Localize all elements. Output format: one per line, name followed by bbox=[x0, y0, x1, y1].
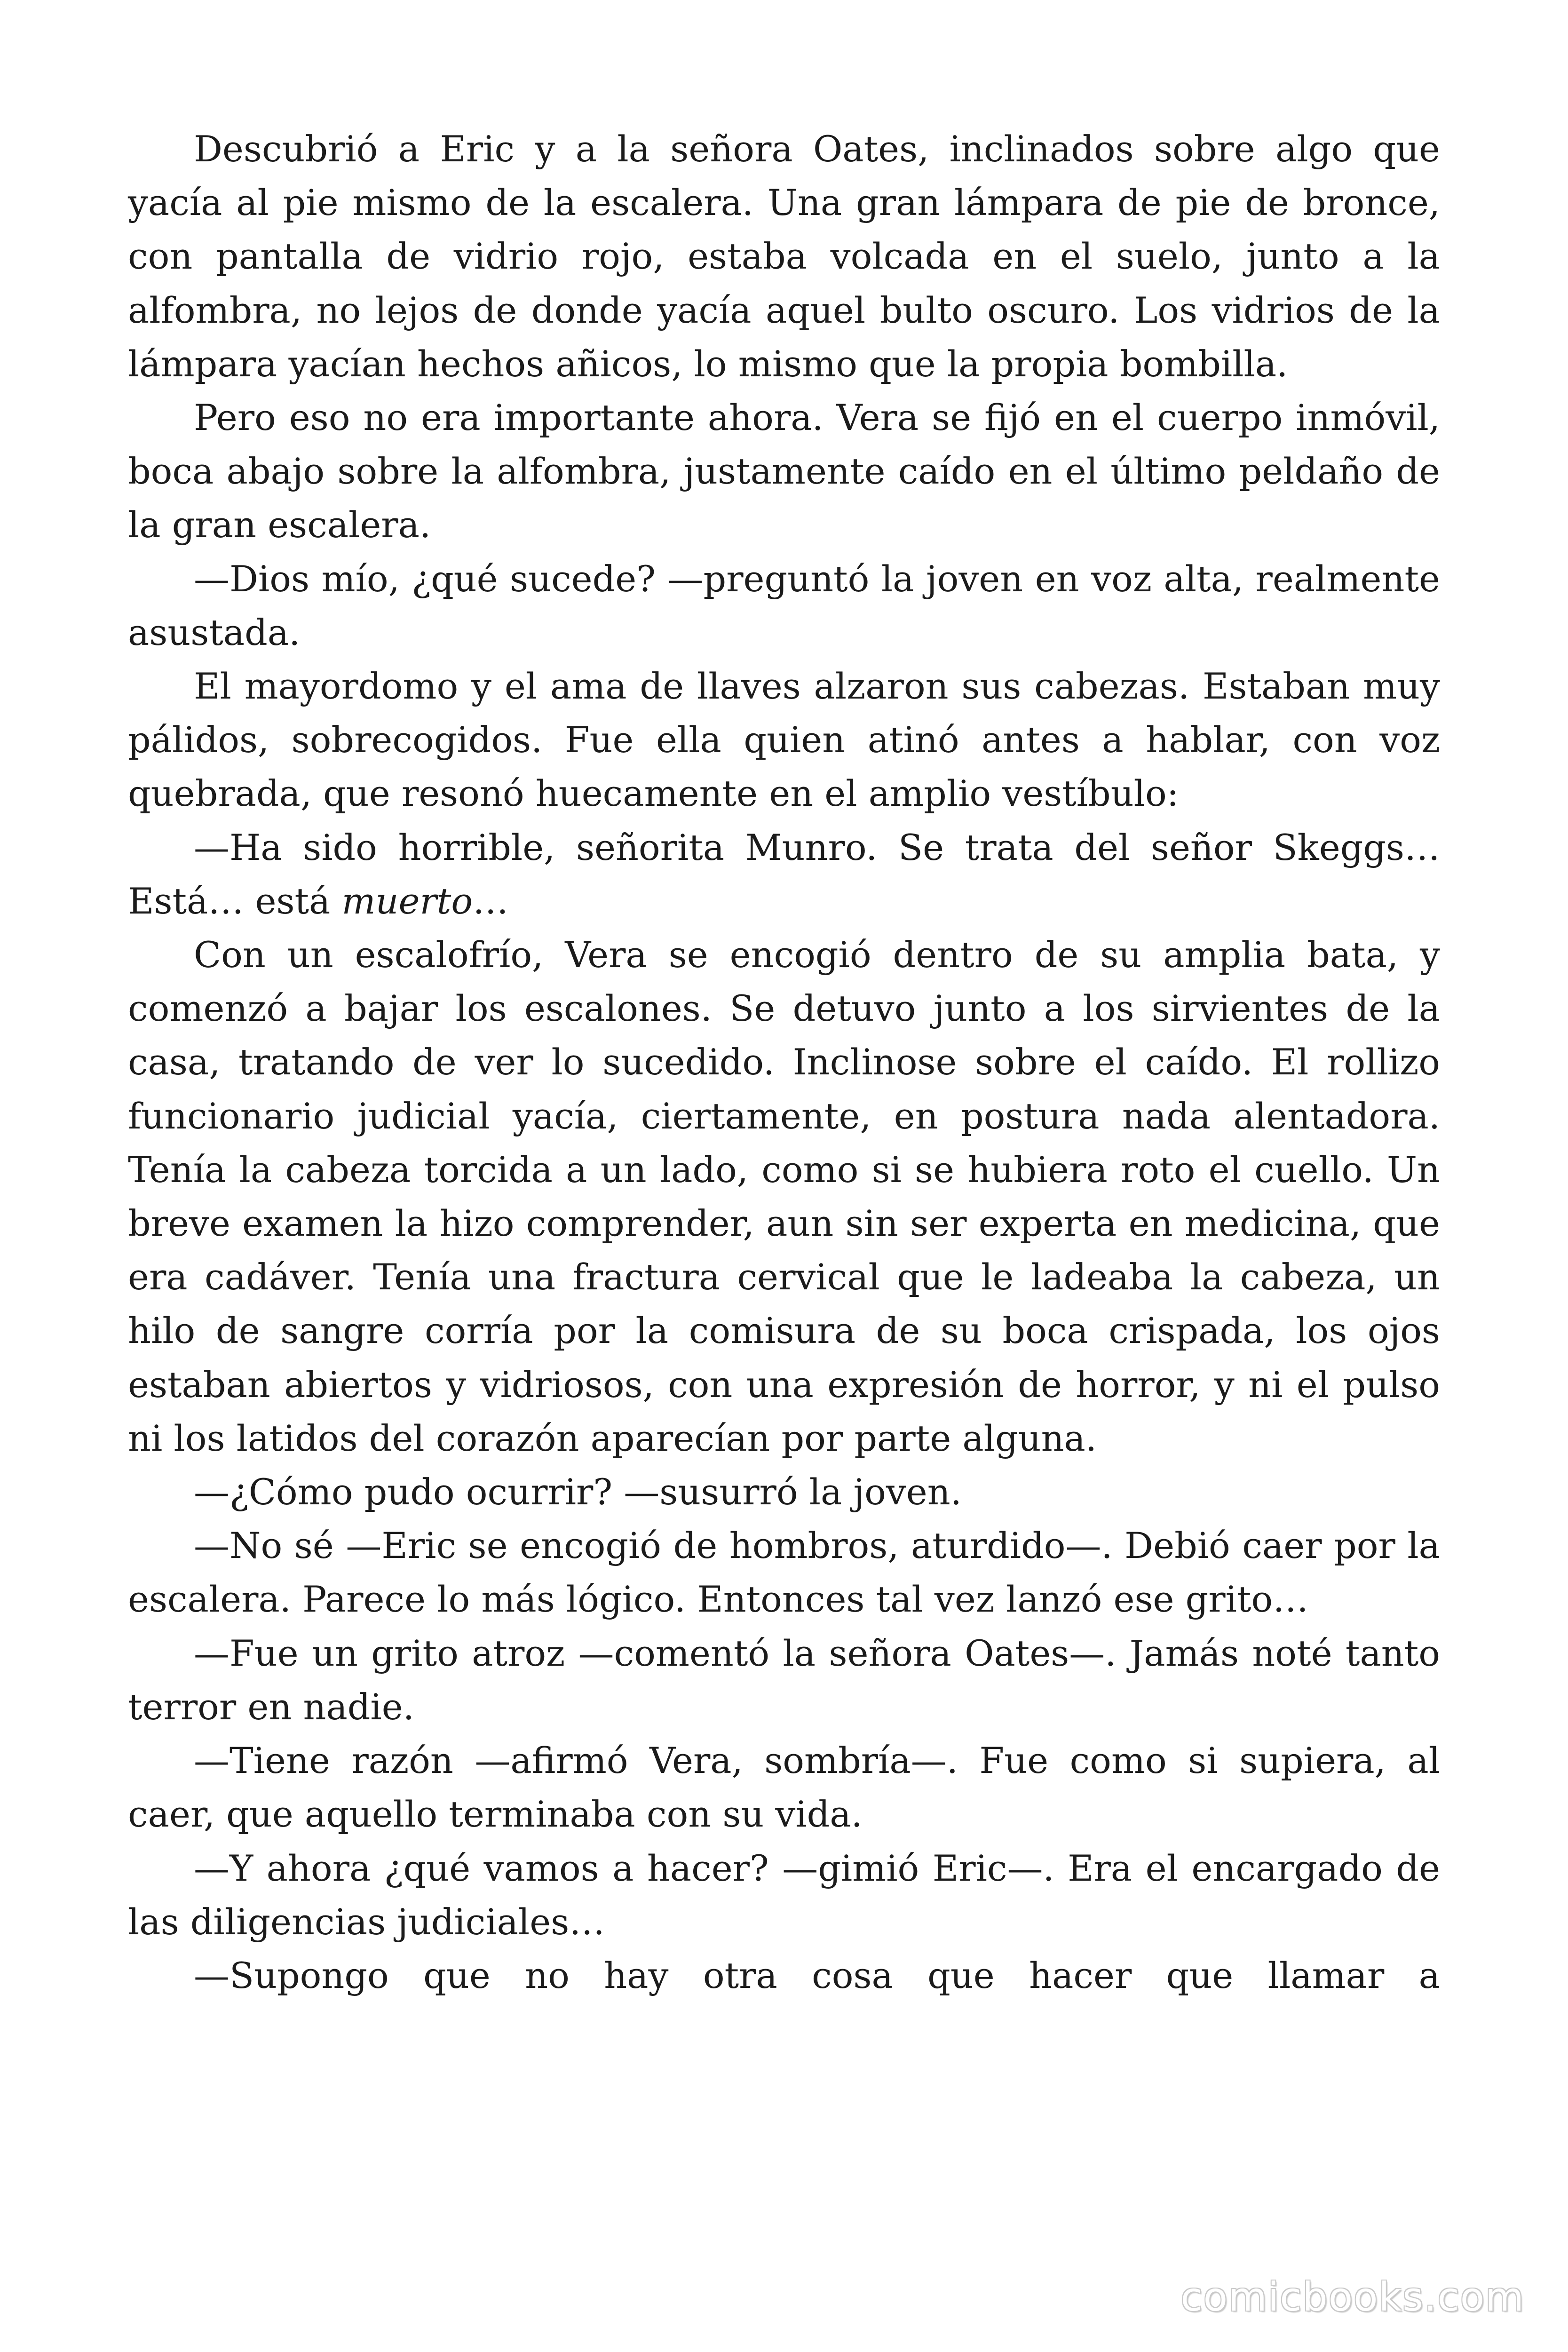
paragraph: —No sé —Eric se encogió de hombros, aturdido—. Debió caer por la escalera. Parece lo más lógico. Entonces tal vez lanzó ese grito… bbox=[128, 1525, 1440, 1621]
paragraph: —¿Cómo pudo ocurrir? —susurró la joven. bbox=[194, 1471, 962, 1513]
paragraph: —Y ahora ¿qué vamos a hacer? —gimió Eric—. Era el encargado de las diligencias judiciales… bbox=[128, 1847, 1440, 1943]
book-page-text bbox=[128, 122, 1440, 2002]
paragraph: Descubrió a Eric y a la señora Oates, inclinados sobre algo que yacía al pie mismo de la escalera. Una gran lámpara de pie de bronce, con pantalla de vidrio rojo, estaba volcada en el suelo, junto a la alfombra, no lejos de donde yacía aquel bulto oscuro. Los vidrios de la lámpara yacían hechos añicos, lo mismo que la propia bombilla. bbox=[128, 128, 1440, 385]
paragraph: —Tiene razón —afirmó Vera, sombría—. Fue como si supiera, al caer, que aquello terminaba con su vida. bbox=[128, 1740, 1440, 1836]
paragraph: Pero eso no era importante ahora. Vera se fijó en el cuerpo inmóvil, boca abajo sobre la alfombra, justamente caído en el último peldaño de la gran escalera. bbox=[128, 397, 1440, 546]
watermark: comicbooks.com bbox=[1180, 2274, 1525, 2320]
paragraph: El mayordomo y el ama de llaves alzaron sus cabezas. Estaban muy pálidos, sobrecogidos. Fue ella quien atinó antes a hablar, con voz quebrada, que resonó huecamente en el amplio vestíbulo: bbox=[128, 665, 1440, 815]
paragraph-text: —Ha sido horrible, señorita Munro. Se trata del señor Skeggs… Está… está bbox=[128, 826, 1440, 922]
paragraph-text: … bbox=[473, 880, 509, 922]
paragraph: —Fue un grito atroz —comentó la señora Oates—. Jamás noté tanto terror en nadie. bbox=[128, 1632, 1440, 1728]
paragraph bbox=[128, 821, 1440, 928]
emphasized-word: muerto bbox=[341, 880, 473, 922]
paragraph: —Dios mío, ¿qué sucede? —preguntó la joven en voz alta, realmente asustada. bbox=[128, 557, 1440, 653]
paragraph: Con un escalofrío, Vera se encogió dentro de su amplia bata, y comenzó a bajar los escalones. Se detuvo junto a los sirvientes de la casa, tratando de ver lo sucedido. Inclinose sobre el caído. El rollizo funcionario judicial yacía, ciertamente, en postura nada alentadora. Tenía la cabeza torcida a un lado, como si se hubiera roto el cuello. Un breve examen la hizo comprender, aun sin ser experta en medicina, que era cadáver. Tenía una fractura cervical que le ladeaba la cabeza, un hilo de sangre corría por la comisura de su boca crispada, los ojos estaban abiertos y vidriosos, con una expresión de horror, y ni el pulso ni los latidos del corazón aparecían por parte alguna. bbox=[128, 934, 1440, 1459]
paragraph: —Supongo que no hay otra cosa que hacer que llamar a bbox=[194, 1954, 1440, 1996]
